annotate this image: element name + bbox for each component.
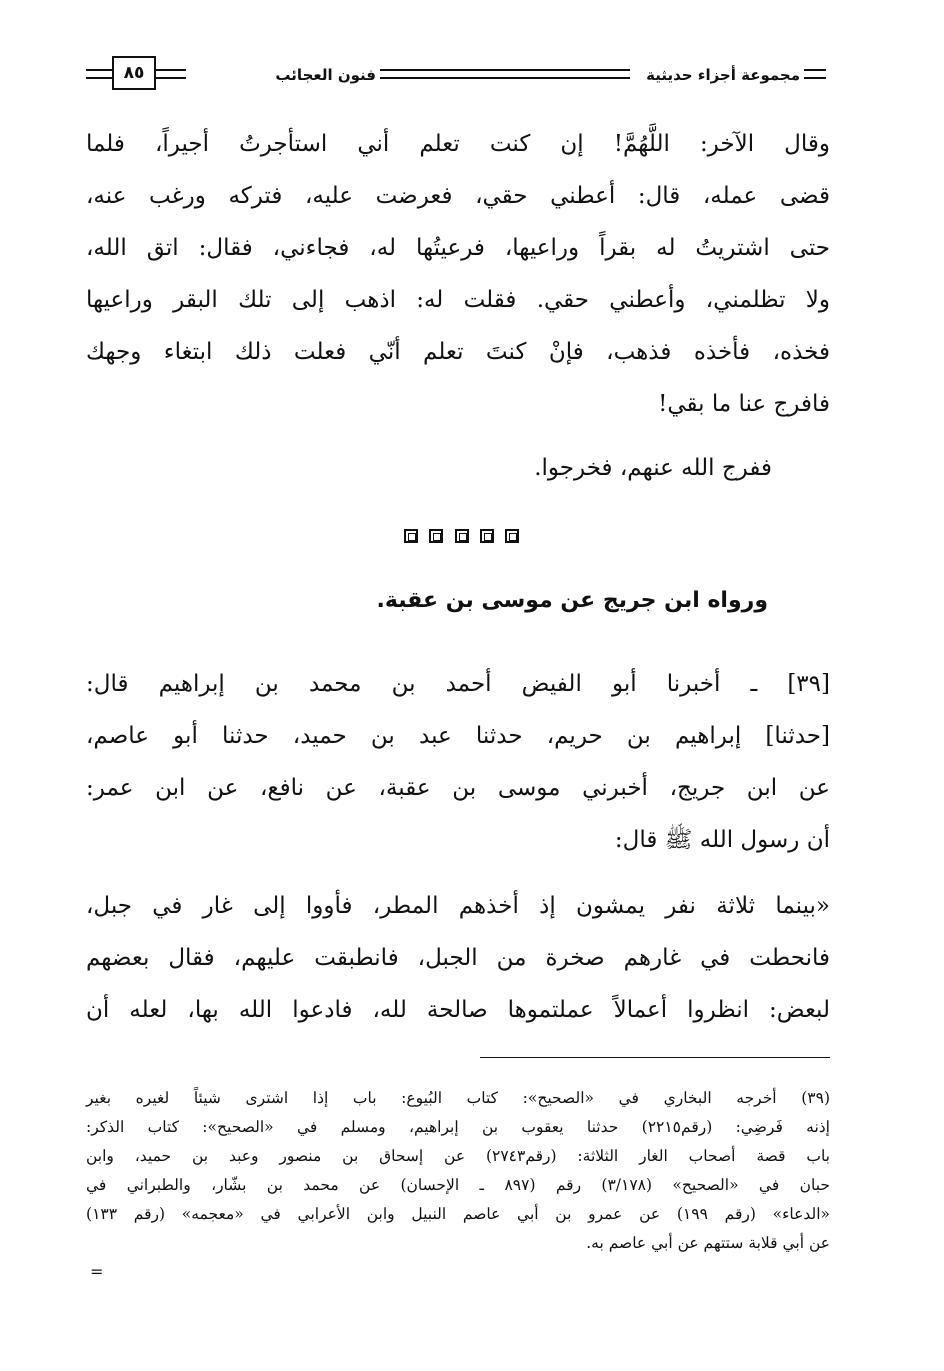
footnote-line: باب قصة أصحاب الغار الثلاثة: (رقم٢٧٤٣) عن إسحاق بن منصور وعبد بن حميد، وابن [86, 1147, 830, 1165]
footnote-line: إذنه فَرضِي: (رقم٢٢١٥) حدثنا يعقوب بن إبراهيم، ومسلم في «الصحيح»: كتاب الذكر: [86, 1118, 830, 1136]
square-ornament-icon [480, 529, 494, 543]
footnote-separator [480, 1057, 830, 1058]
text-line: [٣٩] ـ أخبرنا أبو الفيض أحمد بن محمد بن إبراهيم قال: [86, 671, 830, 697]
paragraph-4 [86, 880, 830, 1036]
square-ornament-icon [455, 529, 469, 543]
text-line: [حدثنا] إبراهيم بن حريم، حدثنا عبد بن حميد، حدثنا أبو عاصم، [86, 723, 830, 749]
footnote-line: حبان في «الصحيح» (٣/١٧٨) رقم (٨٩٧ ـ الإحسان) عن محمد بن بشّار، والطبراني في [86, 1176, 830, 1194]
page-number: ٨٥ [112, 56, 156, 90]
footnote-line: عن أبي قلابة ستتهم عن أبي عاصم به. [586, 1234, 830, 1252]
text-line: «بينما ثلاثة نفر يمشون إذ أخذهم المطر، فأووا إلى غار في جبل، [86, 893, 830, 919]
text-line: فخذه، فأخذه فذهب، فإنْ كنتَ تعلم أنّي فعلت ذلك ابتغاء وجهك [86, 339, 830, 365]
square-ornament-icon [404, 529, 418, 543]
text-line: وقال الآخر: اللَّهُمَّ! إن كنت تعلم أني استأجرتُ أجيراً، فلما [86, 131, 830, 157]
header-rule-right [804, 69, 826, 79]
header-rule-middle [380, 69, 630, 79]
book-title: فنون العجائب [271, 62, 380, 88]
running-header [86, 62, 826, 88]
text-line: فافرج عنا ما بقي! [658, 391, 830, 417]
paragraph-3 [86, 658, 830, 866]
header-rule-left-inner [156, 69, 186, 79]
footnote-line: (٣٩) أخرجه البخاري في «الصحيح»: كتاب البُيوع: باب إذا اشترى شيئاً لغيره بغير [86, 1089, 830, 1107]
continuation-mark: = [90, 1262, 104, 1281]
text-line: ففرج الله عنهم، فخرجوا. [534, 455, 772, 481]
square-ornament-icon [429, 529, 443, 543]
text-line: أن رسول الله ﷺ قال: [614, 827, 830, 853]
series-title: مجموعة أجزاء حديثية [642, 62, 804, 88]
text-line: حتى اشتريتُ له بقراً وراعيها، فرعيتُها له، فجاءني، فقال: اتق الله، [86, 235, 830, 261]
text-line: قضى عمله، قال: أعطني حقي، فعرضت عليه، فتركه ورغب عنه، [86, 183, 830, 209]
text-line: عن ابن جريج، أخبرني موسى بن عقبة، عن نافع، عن ابن عمر: [86, 775, 830, 801]
text-line: فانحطت في غارهم صخرة من الجبل، فانطبقت عليهم، فقال بعضهم [86, 945, 830, 971]
section-separator-ornament [404, 529, 519, 547]
square-ornament-icon [505, 529, 519, 543]
footnote-line: «الدعاء» (رقم ١٩٩) عن عمرو بن أبي عاصم النبيل وابن الأعرابي في «معجمه» (رقم ١٣٣) [86, 1205, 830, 1223]
paragraph-1 [86, 118, 830, 430]
paragraph-2 [86, 442, 830, 494]
text-line: ولا تظلمني، وأعطني حقي. فقلت له: اذهب إلى تلك البقر وراعيها [86, 287, 830, 313]
text-line: لبعض: انظروا أعمالاً عملتموها صالحة لله، فادعوا الله بها، لعله أن [86, 997, 830, 1023]
footnote [86, 1084, 830, 1258]
section-heading: ورواه ابن جريج عن موسى بن عقبة. [376, 588, 768, 613]
